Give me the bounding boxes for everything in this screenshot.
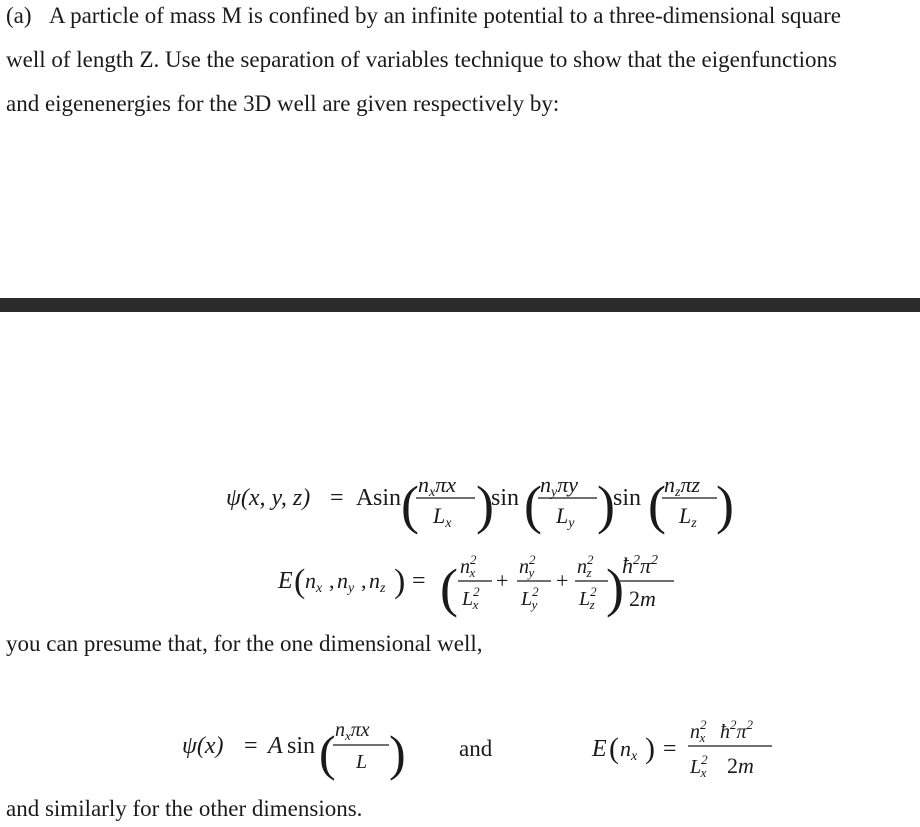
svg-text:E: E <box>278 568 293 594</box>
svg-text:=: = <box>330 485 344 511</box>
svg-text:): ) <box>389 725 406 781</box>
svg-text:L2x: $L^2$ x <box>462 584 480 612</box>
svg-text:nzπz: nzπz <box>664 472 701 500</box>
svg-text:(: ( <box>609 732 619 765</box>
svg-text:,: , <box>361 568 367 593</box>
svg-text:+: + <box>556 568 569 593</box>
svg-text:E: E <box>592 736 607 762</box>
svg-text:nx: nx <box>305 568 323 596</box>
svg-text:sin: sin <box>613 485 642 511</box>
svg-text:=: = <box>663 736 677 762</box>
svg-text:(: ( <box>319 725 336 781</box>
svg-text:Lz: Lz <box>679 503 697 531</box>
question-part-label: (a) <box>6 3 32 28</box>
svg-text:(: ( <box>294 563 306 600</box>
svg-text:ψ(x, y, z): ψ(x, y, z) <box>226 485 311 511</box>
svg-text:L2z: $L^2$ z <box>579 584 597 612</box>
svg-text:sin: sin <box>287 733 316 759</box>
question-text-line-2: well of length Z. Use the separation of variables technique to show that the eigenfunctions <box>6 47 837 72</box>
equation-energy-3d <box>277 552 674 618</box>
svg-text:n2y: $n^2$ y <box>519 552 536 580</box>
svg-text:): ) <box>716 475 734 535</box>
svg-text:+: + <box>496 568 509 593</box>
svg-text:A: A <box>268 733 283 759</box>
svg-text:(: ( <box>401 475 419 535</box>
svg-text:A: A <box>356 485 374 511</box>
presumption-text: you can presume that, for the one dimensional well, <box>6 631 483 656</box>
svg-text:): ) <box>597 475 615 535</box>
svg-text:,: , <box>329 568 335 593</box>
svg-text:(: ( <box>648 475 666 535</box>
svg-text:nxπx: nxπx <box>418 472 457 500</box>
svg-text:Ly: Ly <box>556 503 575 531</box>
svg-text:sin: sin <box>491 485 520 511</box>
closing-text: and similarly for the other dimensions. <box>6 796 363 821</box>
question-text-line-1: A particle of mass M is confined by an infinite potential to a three-dimensional square <box>49 3 842 28</box>
svg-text:): ) <box>645 732 655 765</box>
svg-text:sin: sin <box>373 485 402 511</box>
equation-energy-1d <box>591 717 772 780</box>
svg-text:nyπy: nyπy <box>540 472 579 500</box>
svg-text:=: = <box>412 568 426 594</box>
question-text-line-3: and eigenenergies for the 3D well are given respectively by: <box>6 91 560 116</box>
equation-psi-1d <box>182 719 406 781</box>
svg-text:Lx: Lx <box>433 503 452 531</box>
svg-text:): ) <box>394 563 406 600</box>
svg-text:ħ2π2: $ħ^2\pi^2$ <box>622 553 659 578</box>
svg-text:ny: ny <box>337 568 355 596</box>
svg-text:2m: 2m <box>727 753 754 778</box>
svg-text:n2x: $n^2$ x <box>460 552 477 580</box>
svg-text:nxπx: $n_x\pi x$ <box>335 719 370 743</box>
svg-text:L2x: $L^2$ x <box>690 752 708 780</box>
svg-text:ħ2π2: $ħ^2\pi^2$ <box>720 717 754 743</box>
svg-text:ψ(x): ψ(x) <box>182 733 224 759</box>
svg-text:(: ( <box>440 558 458 618</box>
svg-text:): ) <box>476 475 494 535</box>
svg-text:=: = <box>244 733 258 759</box>
svg-text:): ) <box>606 558 624 618</box>
svg-text:n2z: $n^2$ z <box>577 552 594 580</box>
svg-text:n2x: $n^2$ x <box>690 717 707 745</box>
svg-text:(: ( <box>524 475 542 535</box>
svg-text:2m: 2m <box>629 586 656 611</box>
svg-text:L2y: $L^2$ y <box>521 584 539 612</box>
equation-psi-3d <box>226 472 734 535</box>
svg-text:nx: nx <box>620 736 638 764</box>
and-connector: and <box>459 736 493 761</box>
svg-text:L: L <box>356 751 368 773</box>
svg-text:nz: nz <box>369 568 386 596</box>
